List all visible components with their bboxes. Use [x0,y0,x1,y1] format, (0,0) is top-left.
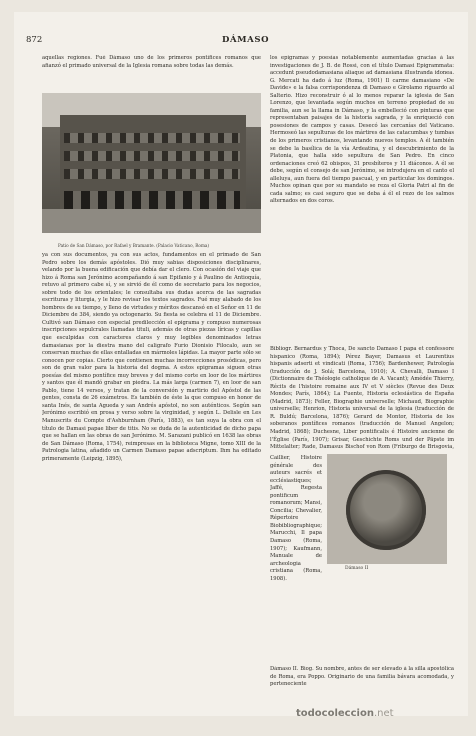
medal-coin [346,470,426,550]
bibliography-narrow-text: Caillier, Histoire générale des auteurs sacrés et ecclésiastiques; Jaffé, Regesta pontificum romanorum; Mansi, Concilia; Chevalier, Répertoire Biobibliographique; Marucchi, Il papa Damaso (Roma, 1907); Kaufmann, Manuale de archeologia cristiana (Roma, 1908). [270,455,322,582]
medal-caption: Dámaso II [345,566,369,571]
right-end-text: Dámaso II. Biog. Su nombre, antes de ser elevado á la silla apostólica de Roma, era Poppo. Originario de una familia bávara acomodada, y perteneciente [270,666,454,688]
page-header [26,35,464,49]
left-bottom-text: ya con sus documentos, ya con sus actos, fundamentos en el primado de San Pedro sobre los demás apóstoles. Dió muy sabias disposiciones disciplinares, velando por la buena edificación que debía dar el clero. Con ocasión del viaje que hizo á Roma san Jerónimo acompañando á san Epifanio y á Paulino de Antioquía, retuvo al primero cabe sí, y se sirvió de él como de secretario para los negocios, sobre todo de los orientales; le consultaba sus dudas acerca de las sagradas escrituras y liturgia, y le hizo revisar los textos sagrados. Fué muy alabado de los hombres de su tiempo, y lleno de virtudes y méritos descansó en el Señor en 11 de Diciembre de 384, siendo ya octogenario. Su fiesta se celebra el 11 de Diciembre. Cultivó san Dámaso con especial predilección el epigrama y compuso numerosas inscripciones sepulcrales llamadas tituli, además de otras piezas líricas y capillas que esculpidas con caracteres claros y muy legibles denominados letras damasianas por la diestra mano del caligrafo Furio Dionisio Filocalo, aun se conservan muchas de ellas entalladas en mármoles lápidas. La mayor parte sólo se conocen por copias. Cierto que contienen muchas incorrecciones prosódicas, pero son de gran valor para la historia del dogma. A estos epigramas siguen otras poesías del mismo pontífice muy breves y del mismo corte en loor de los mártires y santos que él mandó grabar en piedra. La más larga (carmen 7), en loor de san Pablo, tiene 14 versos, y tratan de la conversión y martirio del Apóstol de las gentes, consta de 26 exámetros. Es también de éste la que compuso en honor de santa Inés, de santa Agueda y san Andrés apóstol, no son auténticos. Según san Jerónimo escribió en prosa y verso sobre la virginidad, y según L. Delisle en Les Manuscrits du Compte d'Ashburnham (París, 1883), es tan suya la obra con el título de Damasi papae liber de titis. No se duda de la autenticidad de dicho papa que se hallan en las obras de san Jerónimo. M. Sarazani publicó en 1638 las obras de San Dámaso (Roma, 1754), reimpresas en la biblioteca Migne, tomo XIII de la Patrologia latina, añadido un Carmen Damaso papae adscriptum. Ihm ha editado primeramente (Leipzig, 1895), [42,252,261,462]
watermark [296,708,394,719]
watermark-domain: .net [373,708,394,719]
watermark-brand: todocoleccion [296,708,374,719]
page-number: 872 [26,35,43,45]
page-title: DÁMASO [222,35,270,45]
bibliography-text: Bibliogr. Bernardus y Thoca, De sancto Damaso I papa et confessore hispanico (Roma, 1894); Pérez Bayer, Damasus et Laurentius hispanis adserti et vindicati (Roma, 1756); Bardenhewer, Patrología (traducción de J. Solá; Barcelona, 1910); A. Chevalli, Damaso I (Dictionnaire de Théologie catholique de A. Vacant); Amédée Thierry, Récits de l'histoire romaine aux IV et V siècles (Revue des Deux Mondes; París, 1864); La Fuente, Historia eclesiástica de España (Madrid, 1873); Feller, Biographie universelle; Michaud, Biographie universelle; Henrion, Historia universal de la iglesia (traducción de R. Buldú; Barcelona, 1876); Gerard de Montor, Historia de los soberanos pontífices romanos (traducción de Manuel Angelon; Madrid, 1868); Duchesne, Liber pontificalis é Histoire ancienne de l'Église (París, 1907); Grisar, Geschichte Roms und der Päpste im Mittelalter; Rade, Damasus Bischof von Rom (Friburgo de Brisgovia, [270,346,454,451]
left-top-text: aquellas regiones. Fué Dámaso uno de los primeros pontífices romanos que afianzó el primado universal de la Iglesia romana sobre todas las demás. [42,55,261,69]
courtyard-photo [42,93,261,233]
right-top-text: los epigramas y poesías notablemente aumentadas gracias á las investigaciones de J. B. de Rossi, con el título Damasi Epigrammata: accedunt pseudodamasiana aliaque ad damasiana illustranda idonea. G. Mercati ha dado á luz (Roma, 1901) Il carme damasiano «De Davide» e la falsa corrispondenza di Damaso e Girolamo riguardo al Salterio. Hizo reconstruir ó al lo menos reparar la iglesia de San Lorenzo, que levantada según muchos en terreno propiedad de su familia, aun se la llama in Dámaso, y la embelleció con pinturas que representaban paisajes de la historia sagrada, y la enriqueció con posesiones de campos y casas. Desecó las cercanías del Vaticano. Hermoseó las sepulturas de los mártires de las catacumbas y tumbas de los primeros cristianos, levantando nuevos templos. A él también se debe la basílica de la vía Ardeatina, y el descubrimiento de la Platonia, que halla sido sepultura de San Pedro. En cinco ordenaciones creó 62 obispos, 31 presbíteros y 11 diáconos. A él se debe, según el consejo de san Jerónimo, se introdujera en el canto el alleluya, aun fuera del tiempo pascual, y en particular los domingos. Muchos opinan que por su mandato se reza el Gloria Patri al fin de cada salmo; es casi seguro que se deba á él el rezo de los salmos alternados en dos coros. [270,55,454,205]
figure-caption: Patio de San Dámaso, por Rafael y Bramante. (Palacio Vaticano, Roma) [58,243,210,248]
medal-photo [327,454,447,564]
